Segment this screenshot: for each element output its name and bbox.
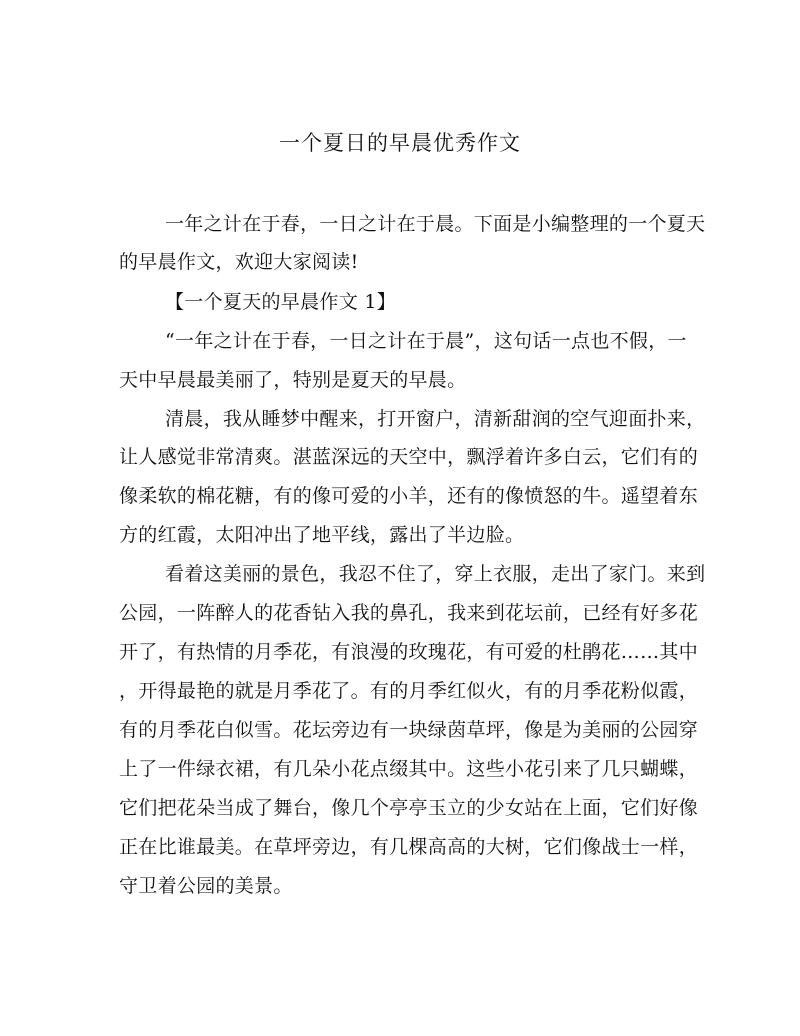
paragraph-line: 的早晨作文，欢迎大家阅读! <box>119 251 359 273</box>
section-heading: 【一个夏天的早晨作文 1】 <box>165 291 397 313</box>
paragraph-line: 守卫着公园的美景。 <box>119 875 293 897</box>
paragraph-line: 让人感觉非常清爽。湛蓝深远的天空中，飘浮着许多白云，它们有的 <box>119 446 699 468</box>
paragraph-line: 像柔软的棉花糖，有的像可爱的小羊，还有的像愤怒的牛。遥望着东 <box>119 485 699 507</box>
paragraph-line: “一年之计在于春，一日之计在于晨”，这句话一点也不假，一 <box>165 330 687 352</box>
paragraph-line: 公园，一阵醉人的花香钻入我的鼻孔，我来到花坛前，已经有好多花 <box>119 602 699 624</box>
paragraph-line: 它们把花朵当成了舞台，像几个亭亭玉立的少女站在上面，它们好像 <box>119 797 699 819</box>
document-title: 一个夏日的早晨优秀作文 <box>279 131 521 155</box>
paragraph-line: 天中早晨最美丽了，特别是夏天的早晨。 <box>119 369 467 391</box>
paragraph-line: 有的月季花白似雪。花坛旁边有一块绿茵草坪，像是为美丽的公园穿 <box>119 719 699 741</box>
paragraph-line: 方的红霞，太阳冲出了地平线，露出了半边脸。 <box>119 524 525 546</box>
paragraph-line: 看着这美丽的景色，我忍不住了，穿上衣服，走出了家门。来到 <box>165 563 706 585</box>
paragraph-line: 正在比谁最美。在草坪旁边，有几棵高高的大树，它们像战士一样， <box>119 836 699 858</box>
paragraph-line: 开了，有热情的月季花，有浪漫的玫瑰花，有可爱的杜鹃花……其中 <box>119 641 699 663</box>
paragraph-line: 上了一件绿衣裙，有几朵小花点缀其中。这些小花引来了几只蝴蝶， <box>119 758 699 780</box>
paragraph-line: 清晨，我从睡梦中醒来，打开窗户，清新甜润的空气迎面扑来， <box>165 408 706 430</box>
paragraph-line: ，开得最艳的就是月季花了。有的月季红似火，有的月季花粉似霞， <box>119 680 699 702</box>
paragraph-line: 一年之计在于春，一日之计在于晨。下面是小编整理的一个夏天 <box>165 213 706 235</box>
